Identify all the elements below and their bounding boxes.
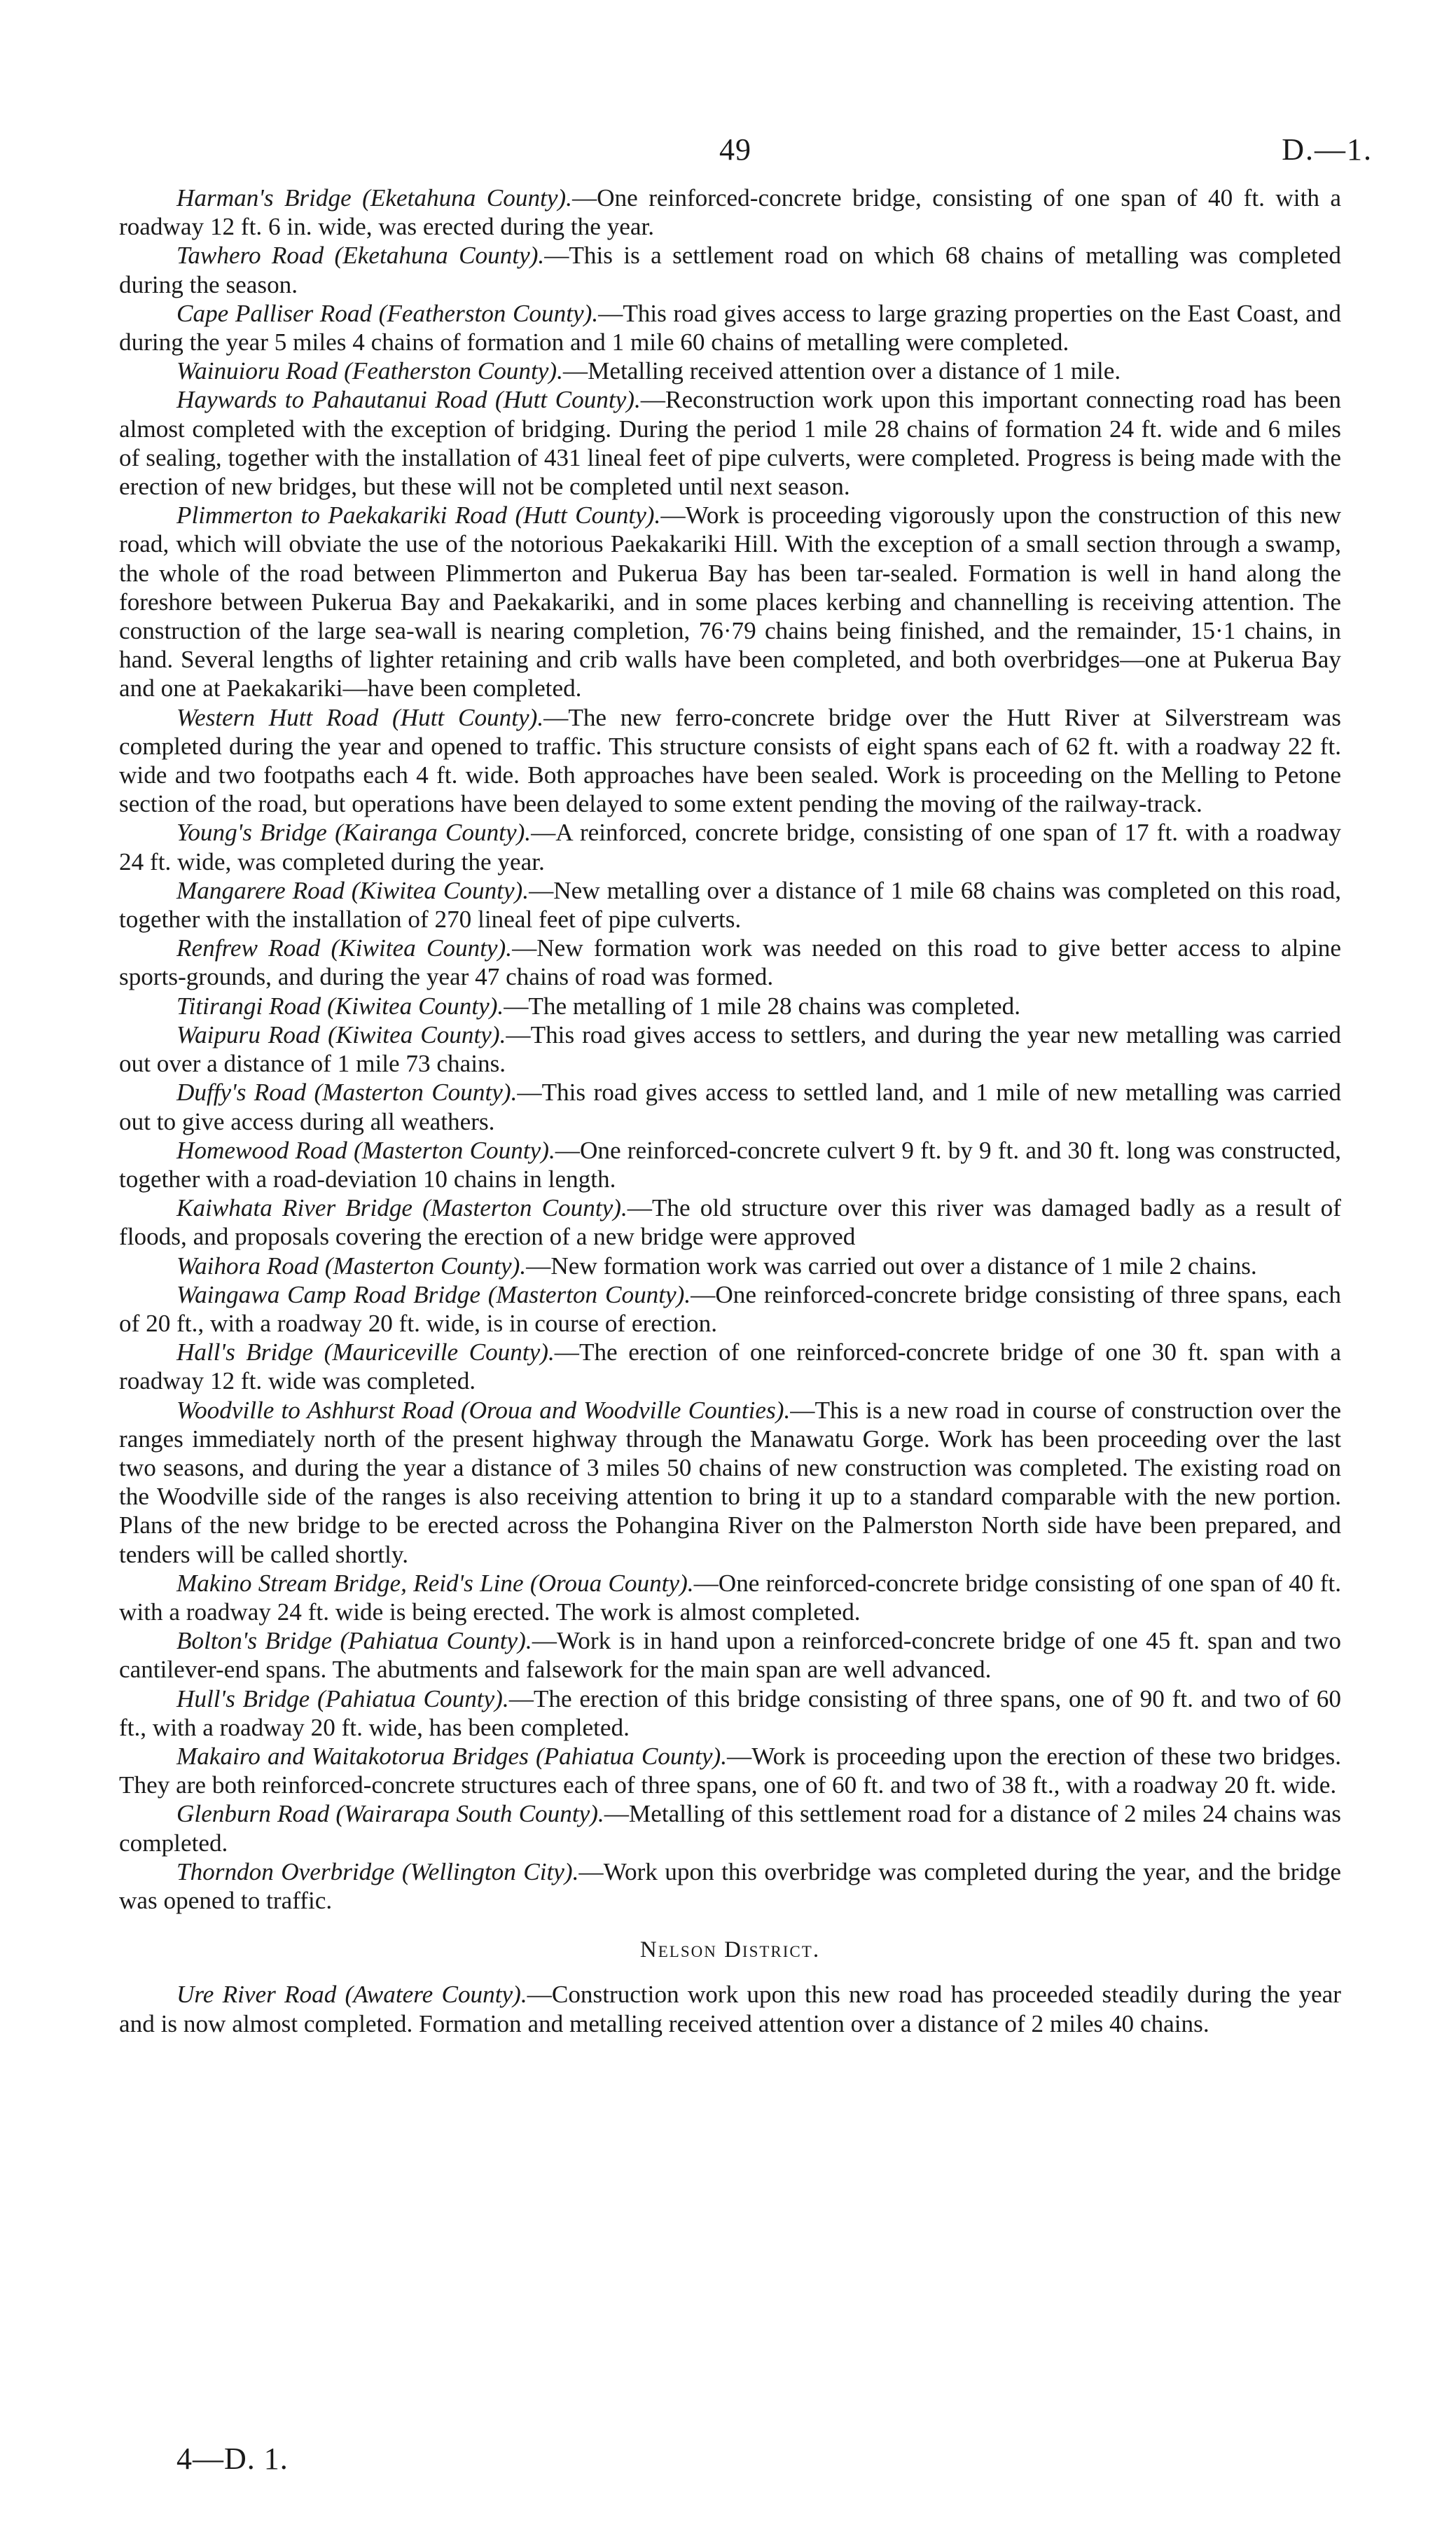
paragraph: [119, 501, 1341, 702]
paragraph-text: —Work is in hand upon a reinforced-concrete bridge of one 45 ft. span and two cantilever-end spans. The abutments and falsework for the main span are well advanced.: [119, 1627, 1341, 1684]
paragraph-title: Hull's Bridge (Pahiatua County).: [176, 1684, 509, 1712]
paragraph: [119, 1338, 1341, 1395]
paragraph-title: Duffy's Road (Masterton County).: [176, 1079, 518, 1107]
paragraph-text: —This road gives access to large grazing properties on the East Coast, and during the year 5 miles 4 chains of formation and 1 mile 60 chains of metalling were completed.: [119, 299, 1341, 356]
paragraph: [119, 1136, 1341, 1193]
paragraph: [119, 1799, 1341, 1857]
paragraph-text: —One reinforced-concrete culvert 9 ft. by 9 ft. and 30 ft. long was constructed, together with a road-deviation 10 chains in length.: [119, 1136, 1342, 1193]
paragraph-title: Harman's Bridge (Eketahuna County).: [176, 184, 572, 212]
paragraph-title: Wainuioru Road (Featherston County).: [176, 357, 563, 385]
paragraph-title: Titirangi Road (Kiwitea County).: [176, 992, 504, 1020]
paragraph-text: —This is a new road in course of construction over the ranges immediately north of the present highway through the Manawatu Gorge. Work has been proceeding over the last two seasons, and during the year a distance of 3 miles 50 chains of new construction was completed. The existing road on the Woodville side of the ranges is also receiving attention to bring it up to a standard comparable with the new portion. Plans of the new bridge to be erected across the Pohangina River on the Palmerston North side have been prepared, and tenders will be called shortly.: [119, 1396, 1342, 1568]
paragraph: [119, 1078, 1341, 1135]
paragraph: [119, 356, 1341, 385]
paragraph-title: Haywards to Pahautanui Road (Hutt County).: [176, 386, 641, 414]
paragraph-title: Homewood Road (Masterton County).: [176, 1136, 555, 1164]
paragraph-text: —The erection of one reinforced-concrete bridge of one 30 ft. span with a roadway 12 ft. wide was completed.: [119, 1338, 1341, 1395]
body-text: [119, 184, 1341, 2038]
paragraph-title: Ure River Road (Awatere County).: [176, 1981, 527, 2009]
paragraph: [119, 1626, 1341, 1684]
paragraph-title: Bolton's Bridge (Pahiatua County).: [176, 1627, 532, 1655]
paragraph-title: Makairo and Waitakotorua Bridges (Pahiatua County).: [176, 1742, 727, 1770]
paragraph-title: Cape Palliser Road (Featherston County).: [176, 299, 599, 327]
paragraph-text: —Metalling of this settlement road for a distance of 2 miles 24 chains was completed.: [119, 1800, 1342, 1857]
paragraph-text: —One reinforced-concrete bridge consisting of one span of 40 ft. with a roadway 24 ft. wide is being erected. The work is almost completed.: [119, 1569, 1341, 1626]
paragraph-text: —New metalling over a distance of 1 mile 68 chains was completed on this road, together with the installation of 270 lineal feet of pipe culverts.: [119, 876, 1341, 934]
paragraph: [119, 1569, 1341, 1626]
paragraph: [119, 1396, 1341, 1569]
paragraph-title: Woodville to Ashhurst Road (Oroua and Woodville Counties).: [176, 1396, 791, 1424]
paragraph-title: Waihora Road (Masterton County).: [176, 1252, 527, 1280]
paragraph-title: Waipuru Road (Kiwitea County).: [176, 1020, 506, 1048]
paragraph-text: —The metalling of 1 mile 28 chains was completed.: [504, 992, 1021, 1020]
nelson-section: [119, 1980, 1341, 2037]
paragraph-text: —This road gives access to settled land, and 1 mile of new metalling was carried out to give access during all weathers.: [119, 1079, 1341, 1135]
paragraph: [119, 934, 1341, 991]
paragraph-title: Tawhero Road (Eketahuna County).: [176, 242, 545, 270]
paragraph-title: Kaiwhata River Bridge (Masterton County).: [176, 1194, 628, 1222]
paragraph-text: —This is a settlement road on which 68 chains of metalling was completed during the season.: [119, 242, 1341, 298]
printer-signature: 4—D. 1.: [176, 2442, 289, 2476]
paragraph-title: Western Hutt Road (Hutt County).: [176, 703, 544, 731]
paragraph-text: —Metalling received attention over a distance of 1 mile.: [562, 357, 1121, 385]
paragraph: [119, 876, 1341, 934]
paragraph-text: —The old structure over this river was damaged badly as a result of floods, and proposals covering the erection of a new bridge were approved: [119, 1194, 1341, 1251]
paragraph: [119, 1252, 1341, 1280]
paragraph-title: Mangarere Road (Kiwitea County).: [176, 876, 529, 904]
district-heading: Nelson District.: [639, 1937, 821, 1963]
paragraph: [119, 241, 1341, 298]
paragraph-text: —The erection of this bridge consisting of three spans, one of 90 ft. and two of 60 ft., with a roadway 20 ft. wide, has been completed.: [119, 1684, 1341, 1741]
paragraph: [119, 385, 1341, 501]
page-number: 49: [719, 132, 751, 167]
paragraph-text: —Work is proceeding vigorously upon the construction of this new road, which will obviate the use of the notorious Paekakariki Hill. With the exception of a small section through a swamp, the whole of the road between Plimmerton and Pukerua Bay has been tar-sealed. Formation is well in hand along the foreshore between Pukerua Bay and Paekakariki, and in some places kerbing and channelling is receiving attention. The construction of the large sea-wall is nearing completion, 76·79 chains being finished, and the remainder, 15·1 chains, in hand. Several lengths of lighter retaining and crib walls have been completed, and both overbridges—one at Pukerua Bay and one at Paekakariki—have been completed.: [119, 501, 1341, 702]
paragraph-title: Young's Bridge (Kairanga County).: [176, 819, 532, 847]
paragraph: [119, 1684, 1341, 1742]
paragraph: [119, 1280, 1341, 1338]
paragraph: [119, 992, 1341, 1020]
paragraph-text: —Reconstruction work upon this important connecting road has been almost completed with the exception of bridging. During the period 1 mile 28 chains of formation 24 ft. wide and 6 miles of sealing, together with the installation of 431 lineal feet of pipe culverts, were completed. Progress is being made with the erection of new bridges, but these will not be completed until next season.: [119, 386, 1341, 501]
paragraph-text: —This road gives access to settlers, and during the year new metalling was carried out over a distance of 1 mile 73 chains.: [119, 1020, 1341, 1078]
paragraph: [119, 184, 1341, 241]
document-reference: D.—1.: [1282, 132, 1373, 167]
paragraph-text: —One reinforced-concrete bridge, consisting of one span of 40 ft. with a roadway 12 ft. 6 in. wide, was erected during the year.: [119, 184, 1341, 241]
paragraph-title: Hall's Bridge (Mauriceville County).: [176, 1338, 555, 1366]
paragraph-text: —New formation work was carried out over a distance of 1 mile 2 chains.: [526, 1252, 1257, 1280]
paragraph: [119, 299, 1341, 356]
paragraph-text: —New formation work was needed on this road to give better access to alpine sports-grounds, and during the year 47 chains of road was formed.: [119, 934, 1341, 991]
paragraph-text: —The new ferro-concrete bridge over the Hutt River at Silverstream was completed during the year and opened to traffic. This structure consists of eight spans each of 62 ft. with a roadway 22 ft. wide and two footpaths each 4 ft. wide. Both approaches have been sealed. Work is proceeding on the Melling to Petone section of the road, but operations have been delayed to some extent pending the moving of the railway-track.: [119, 703, 1341, 818]
paragraph: [119, 1980, 1341, 2037]
paragraph: [119, 1857, 1341, 1915]
paragraph-title: Glenburn Road (Wairarapa South County).: [176, 1800, 604, 1828]
paragraph: [119, 1742, 1341, 1799]
paragraph-title: Renfrew Road (Kiwitea County).: [176, 934, 513, 962]
paragraph: [119, 818, 1341, 875]
paragraph-text: —One reinforced-concrete bridge consisting of three spans, each of 20 ft., with a roadway 20 ft. wide, is in course of erection.: [119, 1280, 1342, 1337]
paragraph-title: Plimmerton to Paekakariki Road (Hutt County).: [176, 501, 661, 529]
paragraph-title: Waingawa Camp Road Bridge (Masterton County).: [176, 1280, 691, 1308]
paragraph-text: —Work upon this overbridge was completed during the year, and the bridge was opened to traffic.: [119, 1857, 1342, 1914]
paragraph-text: —A reinforced, concrete bridge, consisting of one span of 17 ft. with a roadway 24 ft. wide, was completed during the year.: [119, 819, 1341, 875]
paragraph: [119, 1193, 1341, 1251]
main-section: [119, 184, 1341, 1915]
paragraph: [119, 703, 1341, 819]
paragraph-title: Makino Stream Bridge, Reid's Line (Oroua County).: [176, 1569, 694, 1597]
paragraph-title: Thorndon Overbridge (Wellington City).: [176, 1857, 579, 1885]
paragraph: [119, 1020, 1341, 1078]
paragraph-text: —Construction work upon this new road has proceeded steadily during the year and is now almost completed. Formation and metalling received attention over a distance of 2 miles 40 chains.: [119, 1981, 1341, 2037]
paragraph-text: —Work is proceeding upon the erection of these two bridges. They are both reinforced-concrete structures each of three spans, one of 60 ft. and two of 38 ft., with a roadway 20 ft. wide.: [119, 1742, 1341, 1799]
